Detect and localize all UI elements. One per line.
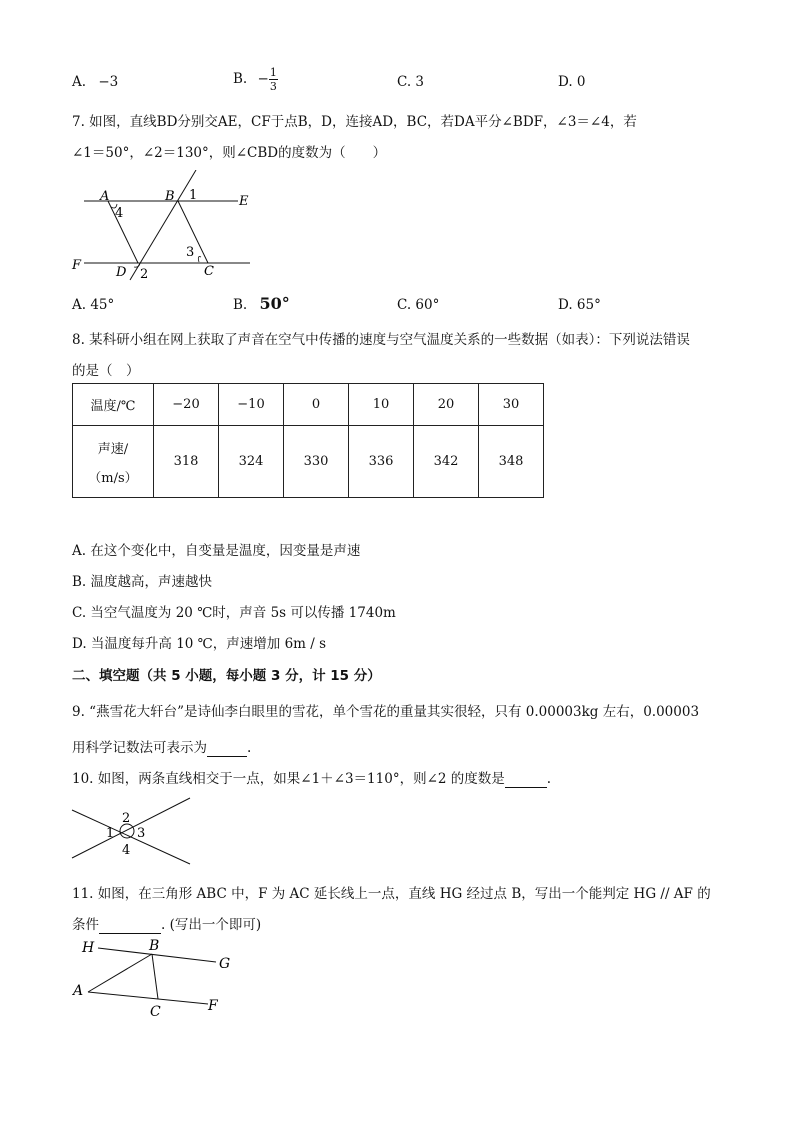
q8-option-d: D. 当温度每升高 10 ℃，声速增加 6m / s [72, 636, 327, 652]
q8-line-2: 的是（ ） [72, 363, 140, 379]
q6-option-d: D. 0 [558, 74, 586, 90]
angle-arc-3 [198, 257, 201, 262]
table-cell: 20 [414, 384, 479, 426]
q8-option-a: A. 在这个变化中，自变量是温度，因变量是声速 [72, 543, 361, 559]
q7-option-c: C. 60° [397, 297, 440, 313]
label-f: F [208, 998, 218, 1014]
q7-option-d: D. 65° [558, 297, 601, 313]
q7-figure [66, 170, 266, 285]
segment-ab [88, 954, 152, 992]
label-1: 1 [106, 826, 115, 841]
table-cell: 318 [154, 426, 219, 498]
table-cell: −10 [219, 384, 284, 426]
label-e: E [239, 194, 249, 209]
q6-option-a [72, 74, 118, 90]
q8-option-c: C. 当空气温度为 20 ℃时，声音 5s 可以传播 1740m [72, 605, 396, 621]
q11-line-2 [72, 913, 261, 934]
label-c: C [150, 1004, 161, 1020]
label-d: D [116, 265, 127, 280]
answer-blank[interactable] [99, 917, 161, 934]
q7-line-1: 7. 如图，直线BD分别交AE，CF于点B，D，连接AD，BC，若DA平分∠BDF，∠3＝∠4，若 [72, 114, 637, 130]
option-sign: − [257, 71, 269, 87]
fraction [269, 66, 278, 93]
q10-line-1-text: 10. 如图，两条直线相交于一点，如果∠1＋∠3＝110°，则∠2 的度数是 [72, 771, 505, 787]
q11-line-2-text: 条件 [72, 917, 99, 933]
section-heading: 二、填空题（共 5 小题，每小题 3 分，计 15 分） [72, 668, 381, 684]
table-header-speed [73, 426, 154, 498]
table-cell: 324 [219, 426, 284, 498]
intersection-circle [120, 824, 134, 838]
speed-temperature-table [72, 383, 544, 498]
table-header-temperature: 温度/℃ [73, 384, 154, 426]
answer-blank[interactable] [505, 771, 547, 788]
q10-line-1-end: . [546, 771, 552, 787]
option-letter: A. [72, 74, 87, 90]
label-c: C [204, 264, 214, 279]
q9-line-2-text: 用科学记数法可表示为 [72, 740, 207, 756]
q9-line-1: 9. “燕雪花大轩台”是诗仙李白眼里的雪花，单个雪花的重量其实很轻，只有 0.00003kg 左右，0.00003 [72, 704, 700, 720]
fraction-numerator: 1 [269, 66, 277, 79]
answer-blank[interactable] [207, 740, 247, 757]
label-3: 3 [137, 826, 146, 841]
q9-line-2-end: . [247, 740, 252, 756]
q6-option-b [233, 66, 278, 93]
label-4: 4 [115, 206, 124, 221]
label-3: 3 [186, 245, 195, 260]
table-cell: 0 [284, 384, 349, 426]
table-cell: 336 [349, 426, 414, 498]
table-row-temperature [73, 384, 544, 426]
label-g: G [219, 956, 231, 972]
header-line: （m/s） [88, 470, 138, 486]
label-f: F [72, 258, 82, 273]
q7-option-b [233, 294, 290, 313]
q7-option-a: A. 45° [72, 297, 115, 313]
label-b: B [149, 938, 160, 954]
q7-line-2: ∠1＝50°，∠2＝130°，则∠CBD的度数为（ ） [72, 145, 387, 161]
table-cell: 342 [414, 426, 479, 498]
label-1: 1 [189, 188, 198, 203]
option-value: 50° [259, 294, 290, 313]
q8-option-b: B. 温度越高，声速越快 [72, 574, 213, 590]
fraction-denominator: 3 [269, 80, 277, 93]
option-letter: B. [233, 71, 248, 87]
label-2: 2 [140, 267, 149, 282]
table-cell: −20 [154, 384, 219, 426]
line-af [88, 992, 208, 1004]
q6-option-c: C. 3 [397, 74, 425, 90]
q10-figure [70, 796, 195, 868]
line-1 [72, 798, 190, 858]
table-row-speed [73, 426, 544, 498]
label-2: 2 [122, 811, 131, 826]
table-cell: 348 [479, 426, 544, 498]
q10-line-1 [72, 767, 551, 788]
table-cell: 330 [284, 426, 349, 498]
table-cell: 30 [479, 384, 544, 426]
label-h: H [82, 940, 95, 956]
option-letter: B. [233, 297, 248, 313]
q11-line-1: 11. 如图，在三角形 ABC 中，F 为 AC 延长线上一点，直线 HG 经过点 B，写出一个能判定 HG // AF 的 [72, 886, 711, 902]
label-a: A [100, 189, 110, 204]
q11-figure [70, 936, 240, 1021]
segment-bc [152, 954, 158, 999]
label-b: B [165, 189, 175, 204]
q8-line-1: 8. 某科研小组在网上获取了声音在空气中传播的速度与空气温度关系的一些数据（如表）：下列说法错误 [72, 332, 690, 348]
option-value: −3 [98, 74, 119, 90]
label-4: 4 [122, 843, 131, 858]
q9-line-2 [72, 736, 251, 757]
label-a: A [73, 983, 84, 999]
header-line: 声速/ [97, 441, 129, 457]
table-cell: 10 [349, 384, 414, 426]
q11-line-2-end: . (写出一个即可) [161, 917, 262, 933]
